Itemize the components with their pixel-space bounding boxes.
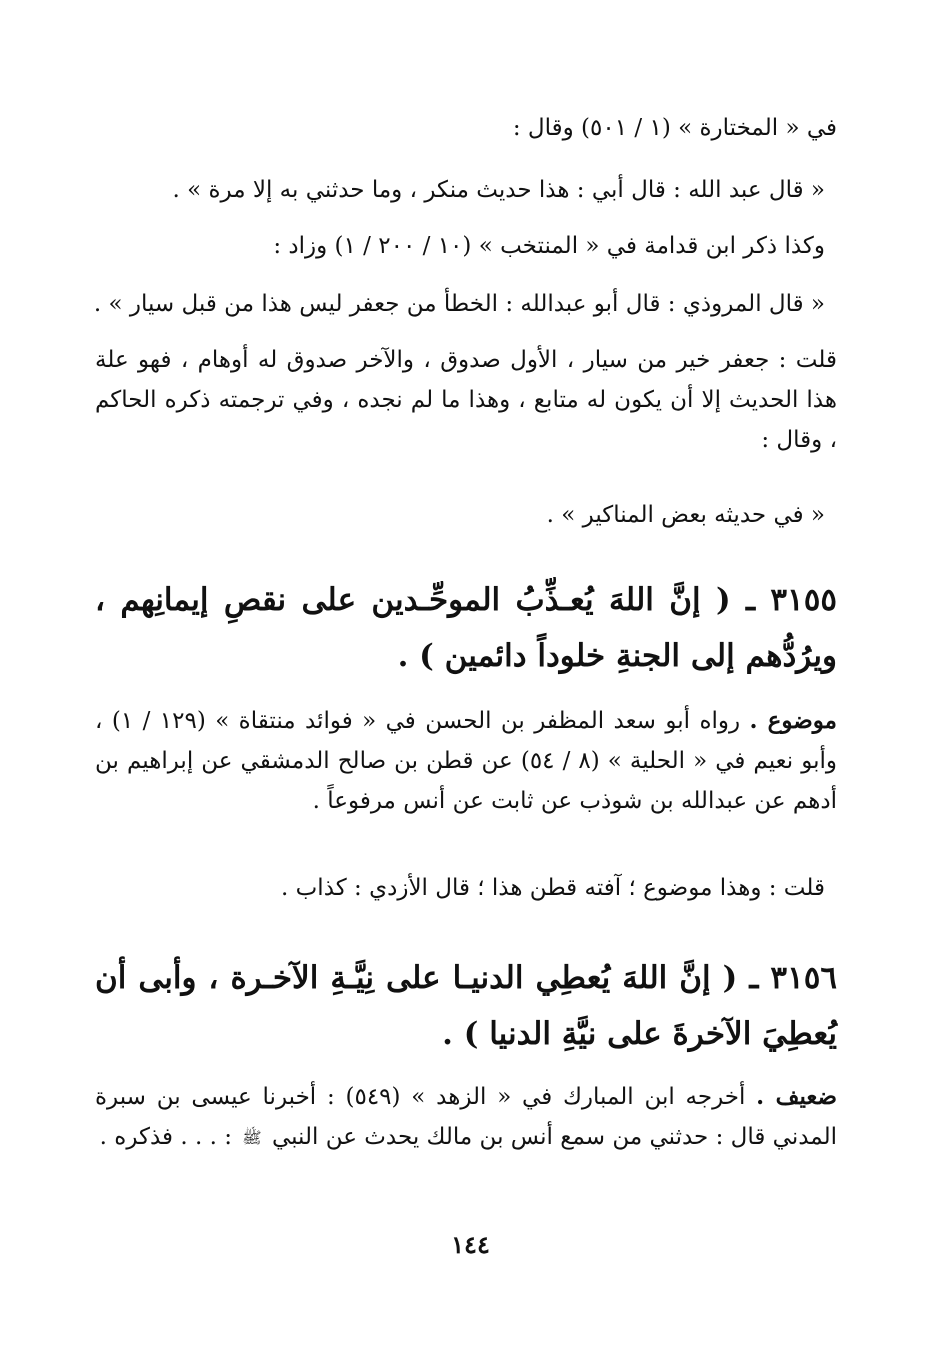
hadith-grading-paragraph bbox=[95, 701, 837, 821]
hadith-grade: ضعيف . bbox=[756, 1083, 838, 1110]
hadith-text: ( إنَّ اللهَ يُعـذِّبُ الموحِّـدين على نقصِ إيمانِهم ، ويرُدُّهم إلى الجنةِ خلوداً دائمين ) . bbox=[95, 582, 837, 674]
hadith-heading-3156 bbox=[95, 950, 837, 1062]
salla-symbol-icon: ﷺ bbox=[242, 1128, 262, 1147]
hadith-text: ( إنَّ اللهَ يُعطِي الدنيـا على نِيَّـةِ الآخـرة ، وأبى أن يُعطِيَ الآخرةَ على نيَّةِ الدنيا ) . bbox=[95, 960, 837, 1052]
quote-line: « قال عبد الله : قال أبي : هذا حديث منكر ، وما حدثني به إلا مرة » . bbox=[172, 177, 825, 203]
hadith-number: ٣١٥٦ ـ bbox=[749, 960, 838, 996]
hadith-source: رواه أبو سعد المظفر بن الحسن في « فوائد منتقاة » (١٢٩ / ١) ، وأبو نعيم في « الحلية » (٨ / ٥٤) عن قطن بن صالح الدمشقي عن إبراهيم بن أدهم عن عبدالله بن شوذب عن ثابت عن أنس مرفوعاً . bbox=[95, 708, 838, 814]
commentary-line: قلت : وهذا موضوع ؛ آفته قطن هذا ؛ قال الأزدي : كذاب . bbox=[281, 875, 825, 901]
hadith-heading-3155 bbox=[95, 572, 837, 684]
quote-line: « قال المروذي : قال أبو عبدالله : الخطأ من جعفر ليس هذا من قبل سيار » . bbox=[93, 291, 825, 317]
hadith-source: أخرجه ابن المبارك في « الزهد » (٥٤٩) : أخبرنا عيسى بن سبرة المدني قال : حدثني من سمع أنس بن مالك يحدث عن النبي bbox=[95, 1084, 837, 1150]
document-page bbox=[95, 0, 837, 1357]
hadith-grading-paragraph bbox=[95, 1077, 837, 1158]
hadith-grade: موضوع . bbox=[749, 707, 837, 734]
commentary-paragraph: قلت : جعفر خير من سيار ، الأول صدوق ، والآخر صدوق له أوهام ، فهو علة هذا الحديث إلا أن يكون له متابع ، وهذا ما لم نجده ، وفي ترجمته ذكره الحاكم ، وقال : bbox=[95, 347, 837, 453]
hadith-source-end: : . . . فذكره . bbox=[99, 1124, 232, 1150]
page-number: ١٤٤ bbox=[451, 1230, 490, 1259]
text-line: في « المختارة » (١ / ٥٠١) وقال : bbox=[512, 115, 837, 141]
text-line: وكذا ذكر ابن قدامة في « المنتخب » (١٠ / ٢٠٠ / ١) وزاد : bbox=[273, 233, 825, 259]
quote-line: « في حديثه بعض المناكير » . bbox=[546, 502, 825, 528]
hadith-number: ٣١٥٥ ـ bbox=[745, 582, 838, 618]
